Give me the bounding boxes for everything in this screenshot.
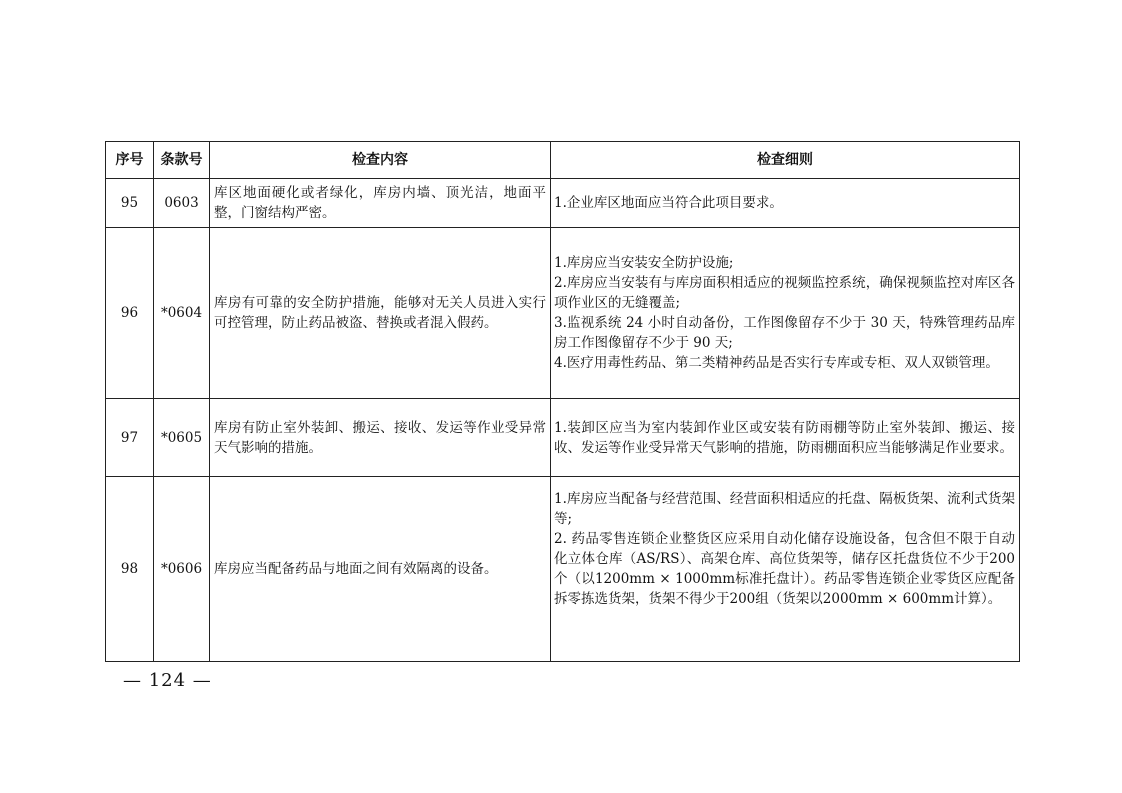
header-content: 检查内容 <box>210 142 551 179</box>
detail-item: 1.库房应当安装安全防护设施; <box>554 255 734 271</box>
row-detail <box>551 399 1020 477</box>
detail-item: 2.库房应当安装有与库房面积相适应的视频监控系统，确保视频监控对库区各项作业区的无缝覆盖; <box>554 275 1015 311</box>
row-content: 库房有可靠的安全防护措施，能够对无关人员进入实行可控管理，防止药品被盗、替换或者混入假药。 <box>210 228 551 399</box>
row-clause: *0605 <box>154 399 210 477</box>
row-seq: 95 <box>106 179 154 228</box>
table-row <box>106 179 1020 228</box>
inspection-table <box>105 141 1020 662</box>
row-clause: *0604 <box>154 228 210 399</box>
row-detail <box>551 228 1020 399</box>
header-clause: 条款号 <box>154 142 210 179</box>
page-number: — 124 — <box>123 670 212 691</box>
table-row <box>106 477 1020 662</box>
header-detail: 检查细则 <box>551 142 1020 179</box>
row-content: 库房应当配备药品与地面之间有效隔离的设备。 <box>210 477 551 662</box>
header-seq: 序号 <box>106 142 154 179</box>
row-detail <box>551 477 1020 662</box>
row-clause: 0603 <box>154 179 210 228</box>
table-header-row <box>106 142 1020 179</box>
table-row <box>106 228 1020 399</box>
detail-item: 1.库房应当配备与经营范围、经营面积相适应的托盘、隔板货架、流利式货架等; <box>554 491 1015 527</box>
detail-item: 1.企业库区地面应当符合此项目要求。 <box>554 195 783 211</box>
detail-item: 1.装卸区应当为室内装卸作业区或安装有防雨棚等防止室外装卸、搬运、接收、发运等作业受异常天气影响的措施，防雨棚面积应当能够满足作业要求。 <box>554 419 1015 456</box>
row-content: 库房有防止室外装卸、搬运、接收、发运等作业受异常天气影响的措施。 <box>210 399 551 477</box>
detail-item: 4.医疗用毒性药品、第二类精神药品是否实行专库或专柜、双人双锁管理。 <box>554 355 999 371</box>
detail-item: 3.监视系统 24 小时自动备份，工作图像留存不少于 30 天，特殊管理药品库房工作图像留存不少于 90 天; <box>554 315 1015 351</box>
row-seq: 97 <box>106 399 154 477</box>
row-seq: 96 <box>106 228 154 399</box>
detail-item: 2. 药品零售连锁企业整货区应采用自动化储存设施设备，包含但不限于自动化立体仓库（AS/RS）、高架仓库、高位货架等，储存区托盘货位不少于200个（以1200mm × 1000mm标准托盘计）。药品零售连锁企业零货区应配备拆零拣选货架，货架不得少于200组（货架以2000mm × 600mm计算）。 <box>554 531 1015 607</box>
row-seq: 98 <box>106 477 154 662</box>
row-detail <box>551 179 1020 228</box>
table-row <box>106 399 1020 477</box>
row-clause: *0606 <box>154 477 210 662</box>
row-content: 库区地面硬化或者绿化，库房内墙、顶光洁，地面平整，门窗结构严密。 <box>210 179 551 228</box>
